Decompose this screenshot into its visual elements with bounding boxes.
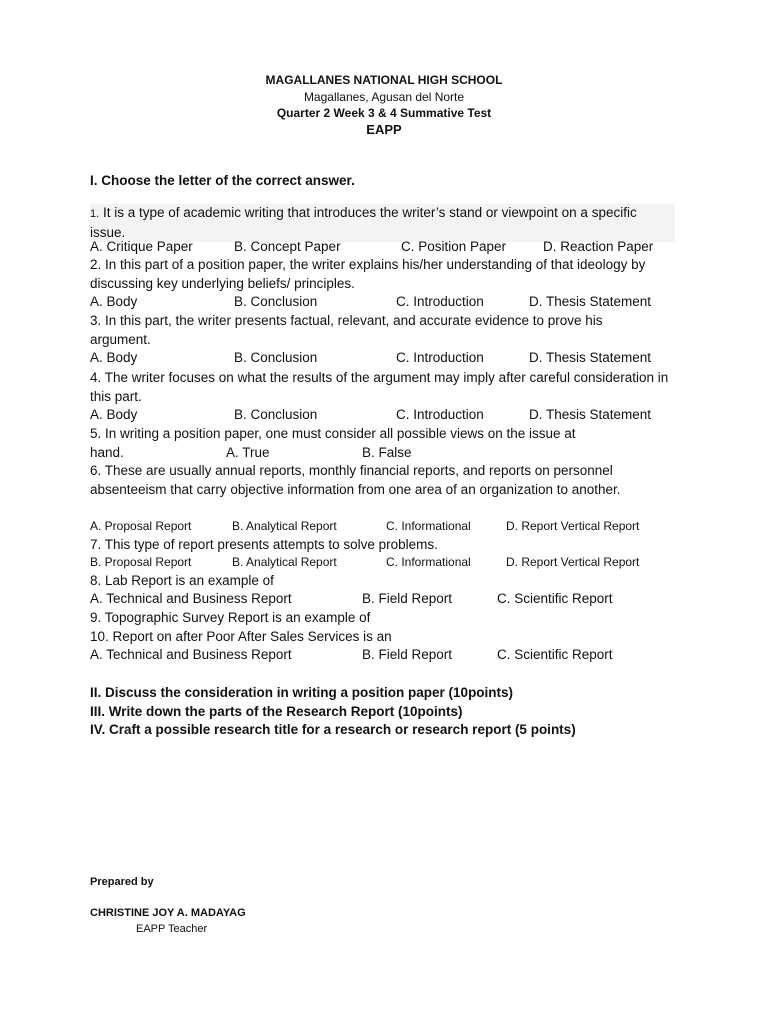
option-a: A. Body <box>90 294 138 309</box>
question-2-options <box>90 294 690 312</box>
question-6-options <box>90 519 690 537</box>
document-header <box>0 72 768 138</box>
teacher-name: CHRISTINE JOY A. MADAYAG <box>90 907 246 919</box>
option-a: A. Critique Paper <box>90 239 193 254</box>
option-d: D. Report Vertical Report <box>506 519 640 533</box>
option-c: C. Introduction <box>396 294 484 309</box>
option-d: D. Report Vertical Report <box>506 555 640 569</box>
option-d: D. Thesis Statement <box>529 294 652 309</box>
question-8: 8. Lab Report is an example of <box>90 573 274 588</box>
question-3-options <box>90 350 690 368</box>
question-7-options <box>90 555 690 573</box>
question-5-text: 5. In writing a position paper, one must consider all possible views on the issue at <box>90 426 576 441</box>
option-b: B. Field Report <box>362 647 453 662</box>
option-a: A. Proposal Report <box>90 519 192 533</box>
option-a: A. Technical and Business Report <box>90 647 292 662</box>
option-b: B. False <box>362 444 412 460</box>
option-d: D. Thesis Statement <box>529 350 652 365</box>
test-title: Quarter 2 Week 3 & 4 Summative Test <box>276 106 492 120</box>
question-5 <box>90 425 690 463</box>
option-c: C. Scientific Report <box>497 647 613 662</box>
school-address: Magallanes, Agusan del Norte <box>303 89 465 104</box>
option-b: B. Analytical Report <box>232 519 337 533</box>
option-c: C. Introduction <box>396 350 484 365</box>
option-b: B. Conclusion <box>234 350 318 365</box>
option-b: B. Field Report <box>362 591 453 606</box>
essay-item-2: II. Discuss the consideration in writing a position paper (10points) <box>90 685 514 700</box>
school-name: MAGALLANES NATIONAL HIGH SCHOOL <box>265 73 503 87</box>
question-6: 6. These are usually annual reports, monthly financial reports, and reports on personnel absenteeism that carry objective information from one area of an organization to another. <box>90 463 621 497</box>
part1-instruction: I. Choose the letter of the correct answer. <box>90 173 355 188</box>
option-c: C. Informational <box>386 519 471 533</box>
question-4: 4. The writer focuses on what the results of the argument may imply after careful consideration in this part. <box>90 370 669 404</box>
question-5-text-cont: hand. <box>90 444 124 460</box>
option-a: A. Body <box>90 407 138 422</box>
option-a: A. Technical and Business Report <box>90 591 292 606</box>
option-a: B. Proposal Report <box>90 555 192 569</box>
option-a: A. Body <box>90 350 138 365</box>
question-3: 3. In this part, the writer presents factual, relevant, and accurate evidence to prove his argument. <box>90 313 603 347</box>
question-8-options <box>90 591 690 609</box>
question-2: 2. In this part of a position paper, the writer explains his/her understanding of that ideology by discussing key underlying beliefs/ principles. <box>90 257 646 291</box>
option-d: D. Thesis Statement <box>529 407 652 422</box>
question-7: 7. This type of report presents attempts to solve problems. <box>90 537 438 552</box>
question-10: 10. Report on after Poor After Sales Services is an <box>90 629 392 644</box>
option-c: C. Introduction <box>396 407 484 422</box>
option-b: B. Conclusion <box>234 294 318 309</box>
option-c: C. Scientific Report <box>497 591 613 606</box>
option-b: B. Conclusion <box>234 407 318 422</box>
essay-item-3: III. Write down the parts of the Research Report (10points) <box>90 704 463 719</box>
question-10-options <box>90 647 690 665</box>
option-d: D. Reaction Paper <box>543 239 654 254</box>
option-c: C. Informational <box>386 555 471 569</box>
subject-title: EAPP <box>366 121 402 137</box>
option-c: C. Position Paper <box>401 239 507 254</box>
question-4-options <box>90 407 690 425</box>
teacher-role: EAPP Teacher <box>136 923 208 935</box>
question-1-text: It is a type of academic writing that introduces the writer’s stand or viewpoint on a specific issue. <box>90 205 637 240</box>
option-a: A. True <box>226 444 270 460</box>
option-b: B. Concept Paper <box>234 239 341 254</box>
option-b: B. Analytical Report <box>232 555 337 569</box>
question-1: 1. It is a type of academic writing that introduces the writer’s stand or viewpoint on a specific issue. <box>90 204 675 242</box>
prepared-by-label: Prepared by <box>90 876 154 888</box>
essay-item-4: IV. Craft a possible research title for a research or research report (5 points) <box>90 722 576 737</box>
question-9: 9. Topographic Survey Report is an example of <box>90 610 371 625</box>
question-1-options <box>90 239 690 257</box>
